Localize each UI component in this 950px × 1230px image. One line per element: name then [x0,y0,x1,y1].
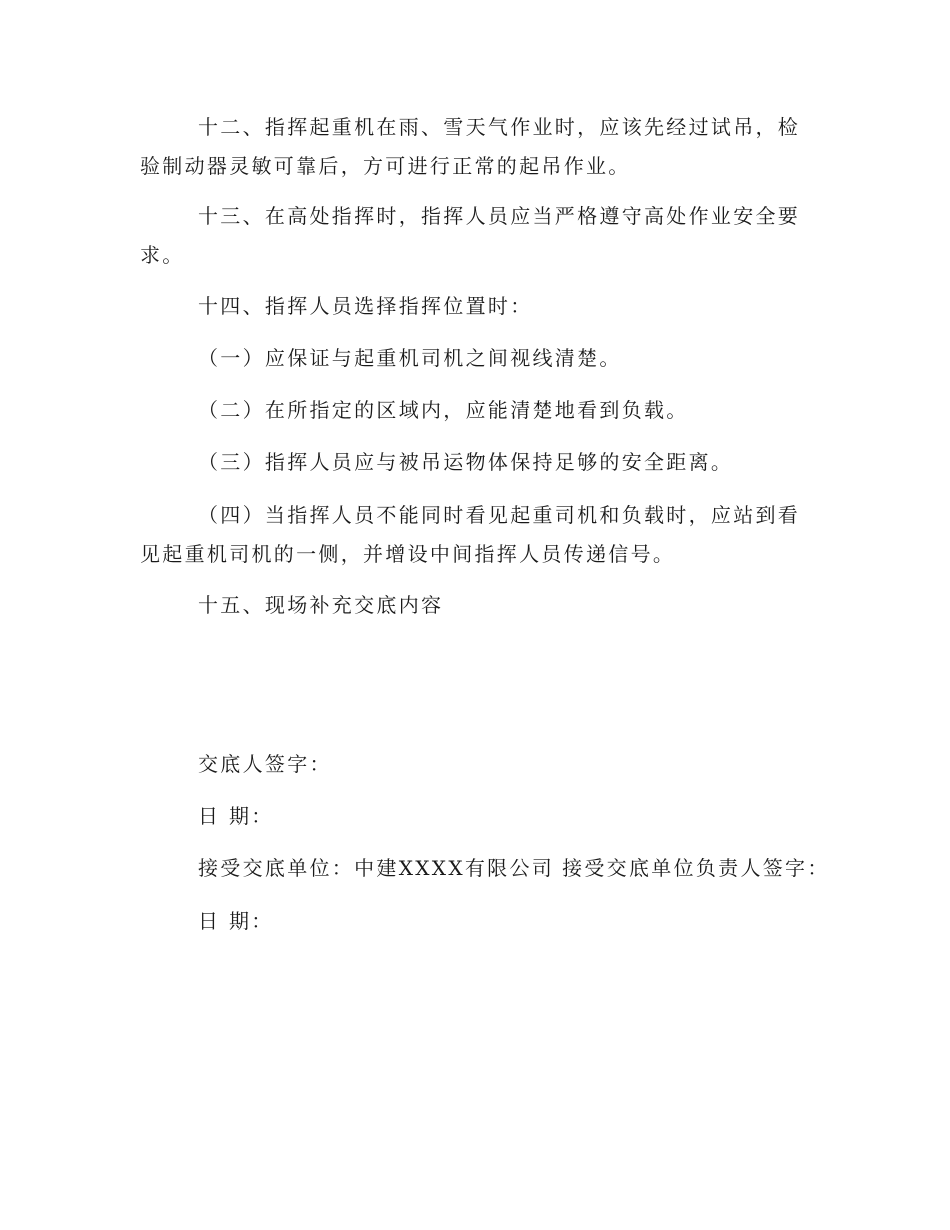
paragraph-subitem-1: （一）应保证与起重机司机之间视线清楚。 [198,346,622,370]
paragraph-item-14: 十四、指挥人员选择指挥位置时： [198,294,533,318]
paragraph-item-12: 十二、指挥起重机在雨、雪天气作业时，应该先经过试吊，检验制动器灵敏可靠后，方可进行正常的起吊作业。 [140,115,801,178]
presenter-signature-label: 交底人签字： [198,752,332,776]
receiver-row [198,853,830,883]
receiver-head-signature-label: 接受交底单位负责人签字： [562,856,830,880]
date-label-first: 日 期： [198,804,274,828]
date-label-second: 日 期： [198,909,274,933]
paragraph-subitem-3: （三）指挥人员应与被吊运物体保持足够的安全距离。 [198,450,734,474]
receiver-unit-value: 中建XXXX有限公司 [354,856,555,880]
paragraph-item-15: 十五、现场补充交底内容 [198,593,444,617]
paragraph-subitem-4: （四）当指挥人员不能同时看见起重司机和负载时，应站到看见起重机司机的一侧，并增设中间指挥人员传递信号。 [140,503,801,566]
receiver-unit-label: 接受交底单位： [198,856,355,880]
paragraph-item-13: 十三、在高处指挥时，指挥人员应当严格遵守高处作业安全要求。 [140,204,801,267]
paragraph-subitem-2: （二）在所指定的区域内，应能清楚地看到负载。 [198,398,689,422]
